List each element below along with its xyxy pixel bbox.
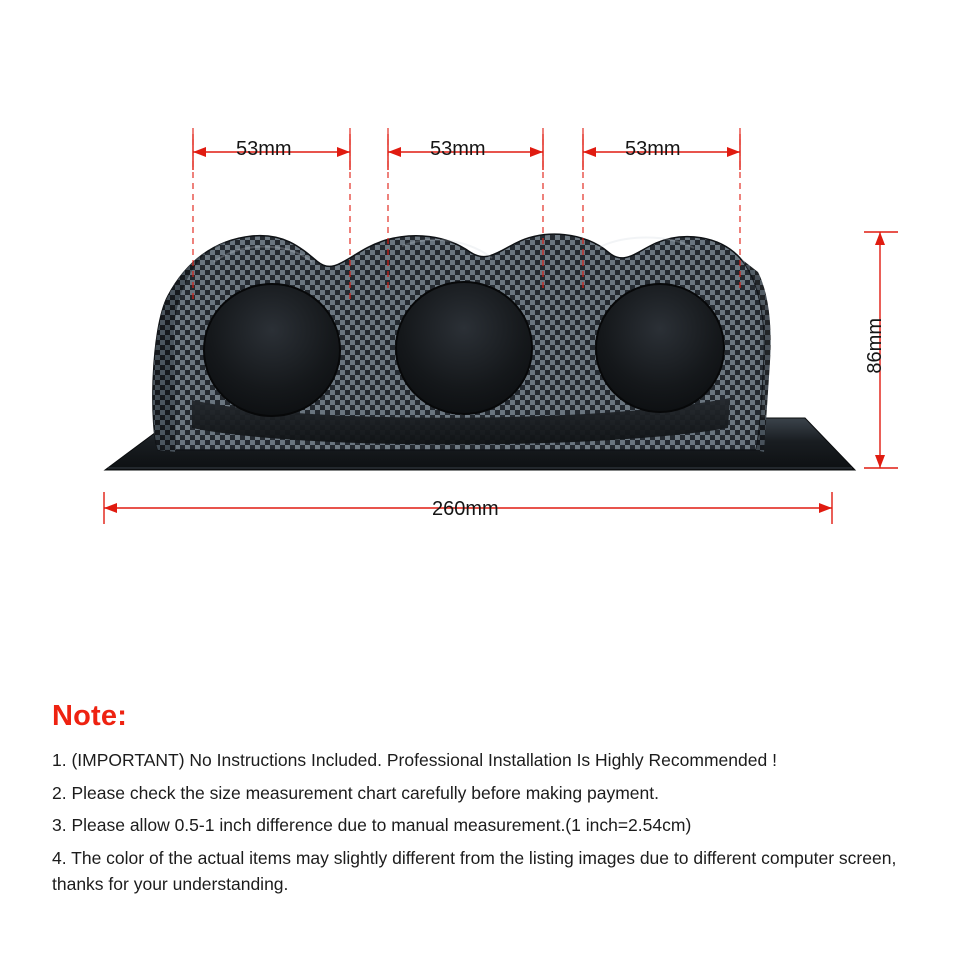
note-item: 4. The color of the actual items may slightly different from the listing images due to different computer screen, thanks for your understanding. [52, 847, 897, 895]
gauge-hole-3 [596, 284, 724, 412]
dimension-label-hole-2: 53mm [430, 138, 486, 160]
gauge-pod-body [105, 234, 855, 470]
note-item: 2. Please check the size measurement chart carefully before making payment. [52, 782, 659, 803]
gauge-hole-1 [204, 284, 340, 416]
gauge-hole-2 [396, 282, 532, 414]
note-item: 3. Please allow 0.5-1 inch difference due to manual measurement.(1 inch=2.54cm) [52, 815, 692, 836]
note-item: 1. (IMPORTANT) No Instructions Included. Professional Installation Is Highly Recommended ! [52, 750, 777, 770]
dimension-label-width: 260mm [432, 498, 499, 520]
notes-title: Note: [52, 700, 128, 732]
dimension-label-height: 86mm [864, 318, 886, 374]
notes-section [52, 700, 932, 904]
dimension-label-hole-3: 53mm [625, 138, 681, 160]
dimension-label-hole-1: 53mm [236, 138, 292, 160]
